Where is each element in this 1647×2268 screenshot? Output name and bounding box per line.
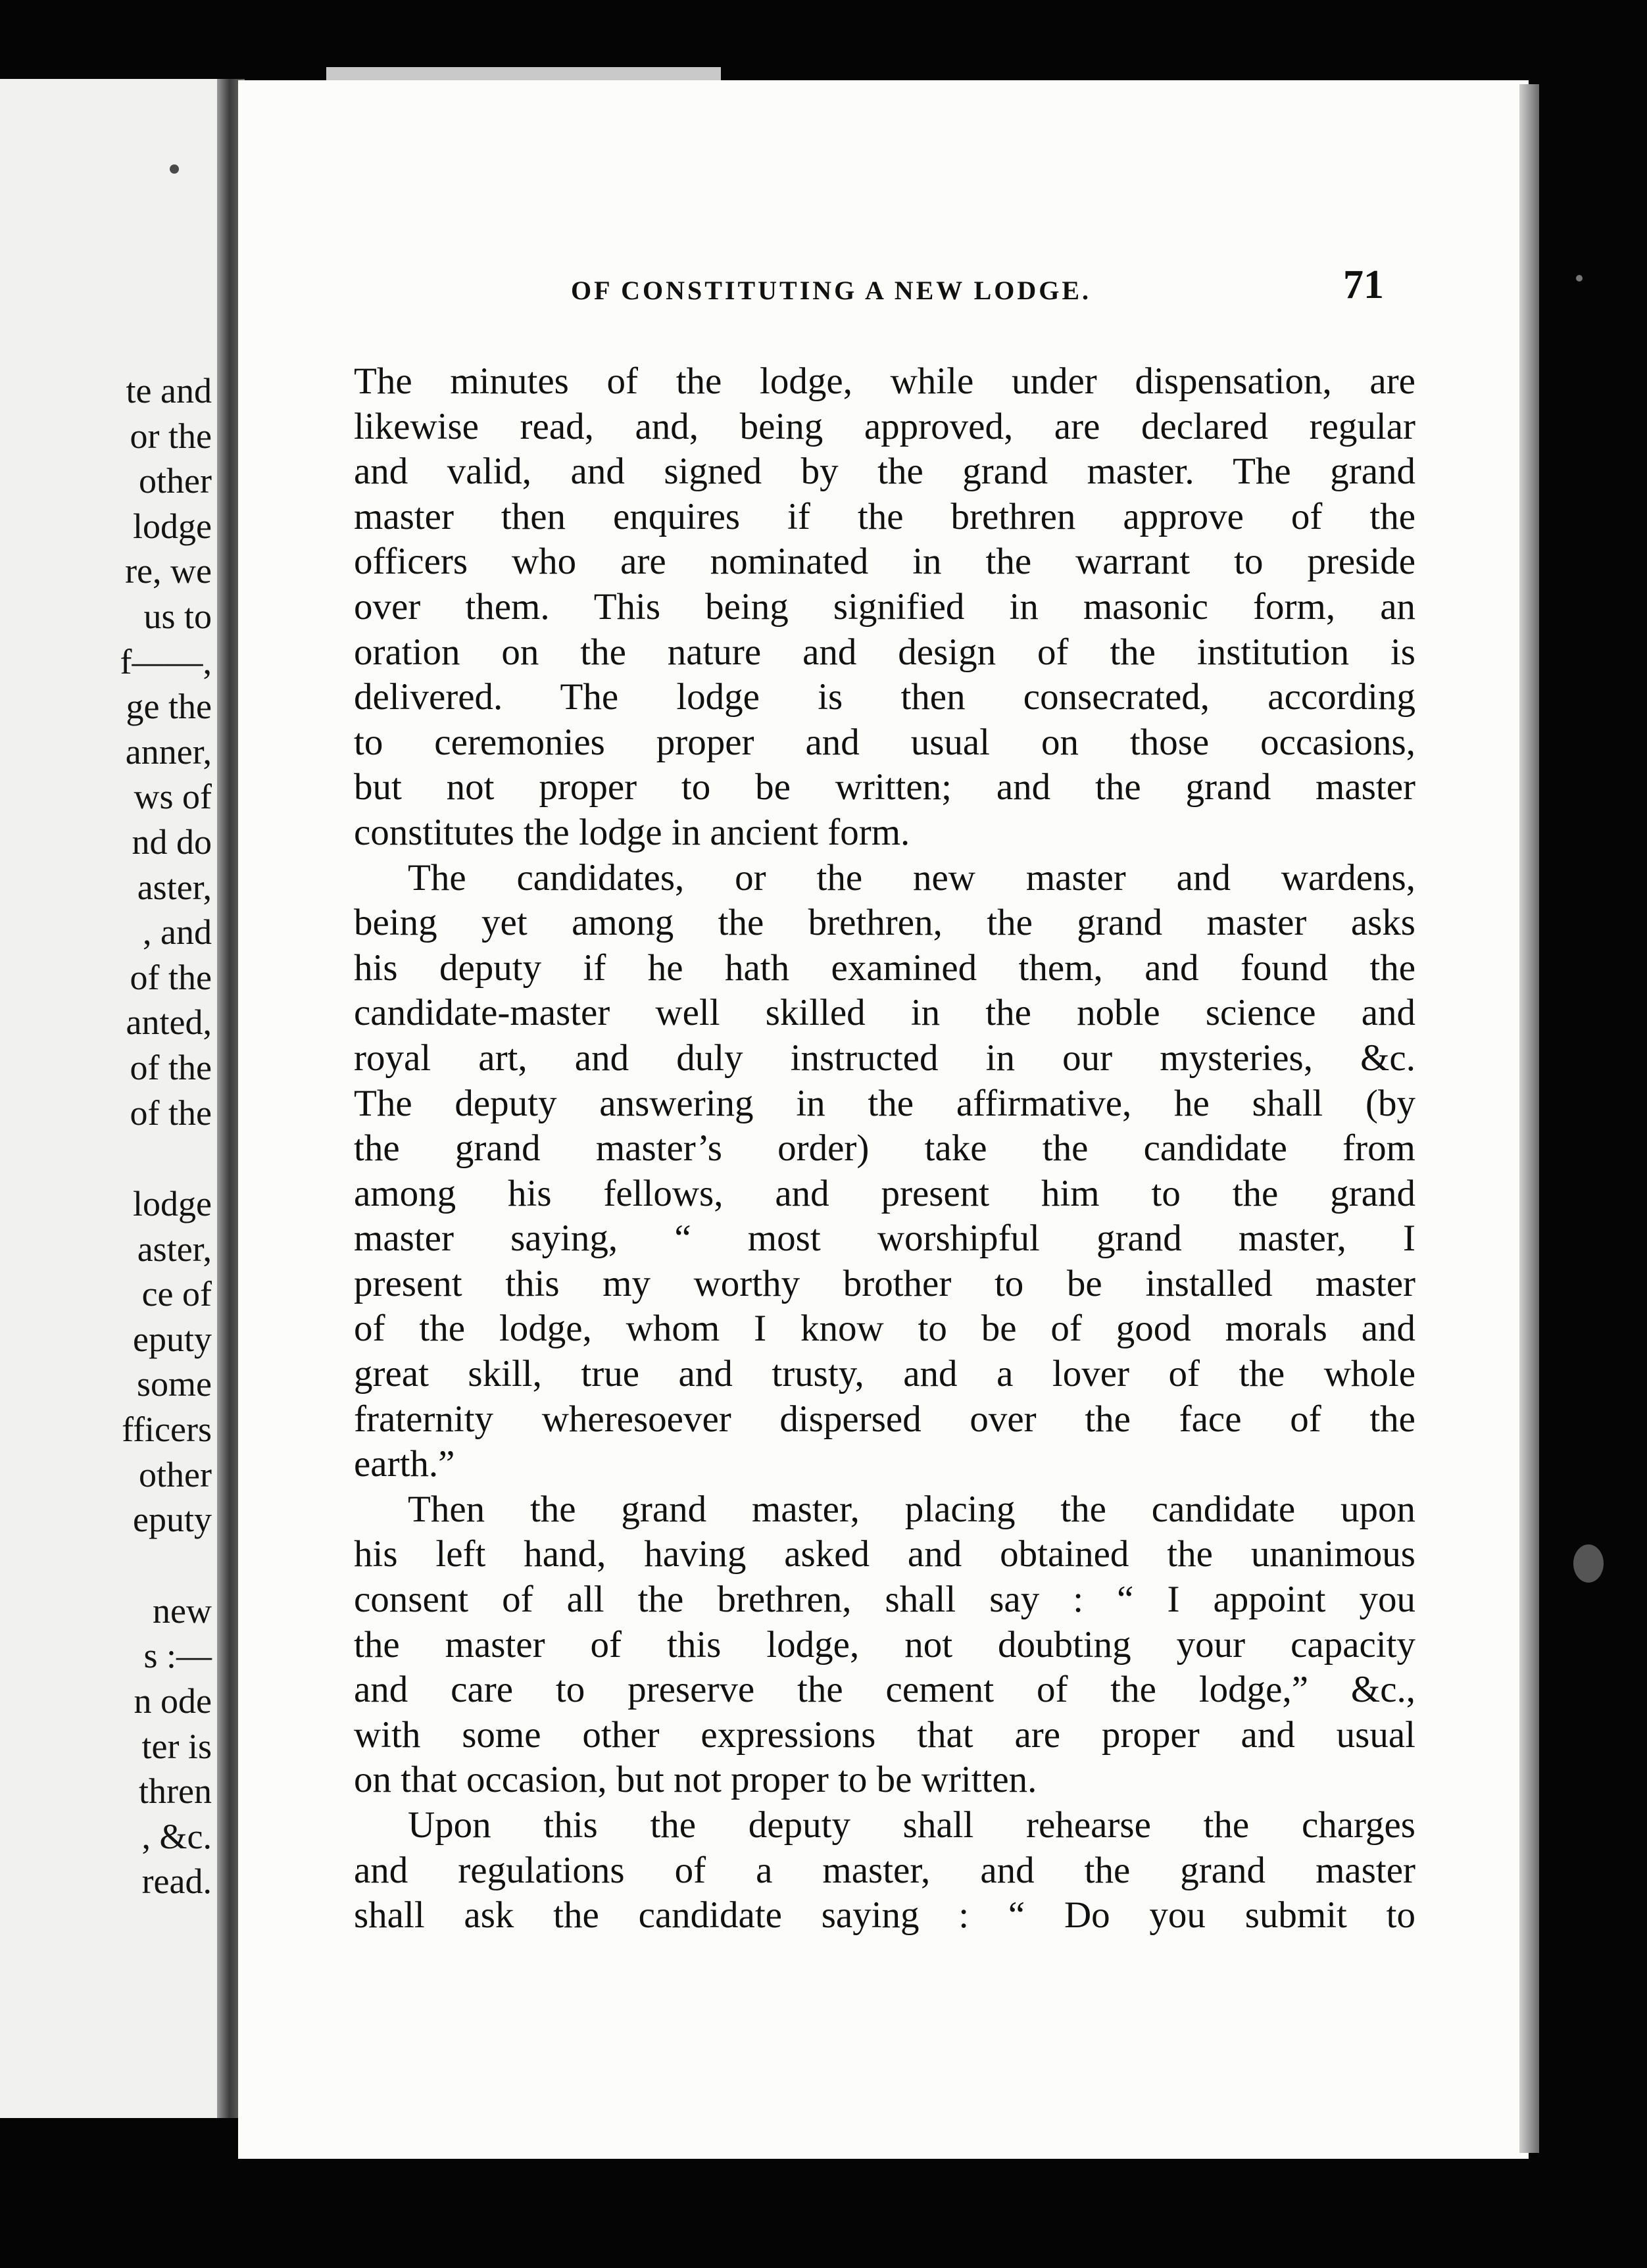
facing-page-line: other (139, 461, 212, 501)
text-line: delivered. The lodge is then consecrated, according (354, 676, 1415, 718)
text-line: likewise read, and, being approved, are declared regular (354, 405, 1415, 447)
text-line: and care to preserve the cement of the lodge,” &c., (354, 1669, 1415, 1711)
facing-page-line: ge the (126, 687, 212, 727)
facing-page-line: aster, (137, 1229, 212, 1269)
facing-page-line: ws of (134, 777, 212, 817)
text-line: being yet among the brethren, the grand master asks (354, 902, 1415, 944)
text-line: officers who are nominated in the warrant to preside (354, 541, 1415, 583)
page-edge-shadow (1519, 84, 1539, 2153)
dust-speck (1576, 275, 1583, 282)
text-line: Then the grand master, placing the candidate upon (408, 1488, 1415, 1530)
text-line: the grand master’s order) take the candidate from (354, 1127, 1415, 1170)
text-line: royal art, and duly instructed in our mysteries, &c. (354, 1037, 1415, 1079)
facing-page-line: of the (130, 1093, 212, 1133)
facing-page-line: , &c. (141, 1816, 212, 1856)
text-line: his left hand, having asked and obtained the unanimous (354, 1533, 1415, 1575)
facing-page-line: lodge (133, 1184, 212, 1224)
text-line: earth.” (354, 1443, 455, 1485)
text-line: master then enquires if the brethren approve of the (354, 495, 1415, 537)
text-line: The minutes of the lodge, while under dispensation, are (354, 360, 1415, 402)
facing-page-line: s :— (143, 1636, 212, 1676)
facing-page-line: ter is (141, 1726, 212, 1766)
facing-page-line: of the (130, 1047, 212, 1087)
text-line: The deputy answering in the affirmative, he shall (by (354, 1082, 1415, 1124)
text-line: and valid, and signed by the grand master. The grand (354, 451, 1415, 493)
facing-page-line: , and (143, 912, 212, 952)
text-line: consent of all the brethren, shall say : “ I appoint you (354, 1579, 1415, 1621)
facing-page-line: anted, (126, 1002, 212, 1043)
facing-page-line: read. (141, 1861, 212, 1902)
facing-page-line: of the (130, 957, 212, 997)
text-line: constitutes the lodge in ancient form. (354, 811, 910, 853)
text-line: of the lodge, whom I know to be of good morals and (354, 1308, 1415, 1350)
facing-page-text (0, 368, 212, 1904)
page-number: 71 (1343, 262, 1384, 307)
facing-page-line: ce of (141, 1274, 212, 1314)
text-line: shall ask the candidate saying : “ Do you submit to (354, 1894, 1415, 1936)
facing-page-line: f——, (120, 641, 212, 681)
facing-page-line: new (153, 1590, 212, 1631)
text-line: his deputy if he hath examined them, and found the (354, 947, 1415, 989)
facing-page-left (0, 79, 224, 2118)
text-line: the master of this lodge, not doubting your capacity (354, 1623, 1415, 1665)
text-line: The candidates, or the new master and wardens, (408, 856, 1415, 899)
facing-page-line: anner, (125, 731, 212, 772)
text-line: among his fellows, and present him to the grand (354, 1172, 1415, 1214)
text-line: Upon this the deputy shall rehearse the charges (408, 1804, 1415, 1846)
text-line: and regulations of a master, and the grand master (354, 1849, 1415, 1891)
facing-page-line: re, we (125, 551, 212, 591)
facing-page-line: lodge (133, 506, 212, 546)
facing-page-line: nd do (132, 822, 212, 862)
text-line: oration on the nature and design of the institution is (354, 631, 1415, 673)
text-line: over them. This being signified in masonic form, an (354, 585, 1415, 628)
facing-page-line: or the (130, 416, 212, 456)
running-head: OF CONSTITUTING A NEW LODGE. (571, 276, 1092, 305)
facing-page-line: thren (139, 1771, 212, 1812)
text-line: great skill, true and trusty, and a lover of the whole (354, 1353, 1415, 1395)
facing-page-line: aster, (137, 867, 212, 907)
text-line: present this my worthy brother to be installed master (354, 1262, 1415, 1304)
text-line: to ceremonies proper and usual on those occasions, (354, 721, 1415, 763)
text-line: on that occasion, but not proper to be written. (354, 1759, 1037, 1801)
text-line: fraternity wheresoever dispersed over the face of the (354, 1398, 1415, 1440)
facing-page-line: us to (143, 596, 212, 636)
text-line: master saying, “ most worshipful grand master, I (354, 1218, 1415, 1260)
facing-page-line: eputy (133, 1500, 212, 1540)
facing-page-line: other (139, 1454, 212, 1494)
text-line: candidate-master well skilled in the noble science and (354, 992, 1415, 1034)
dust-speck (1573, 1544, 1604, 1583)
facing-page-line: fficers (122, 1410, 212, 1450)
text-line: with some other expressions that are proper and usual (354, 1713, 1415, 1756)
facing-page-line: eputy (133, 1319, 212, 1359)
facing-page-line: te and (126, 371, 212, 410)
text-line: but not proper to be written; and the grand master (354, 766, 1415, 808)
facing-page-line: some (137, 1364, 212, 1404)
body-text (354, 359, 1415, 1938)
dust-speck (170, 164, 179, 174)
facing-page-line: n ode (134, 1681, 212, 1721)
